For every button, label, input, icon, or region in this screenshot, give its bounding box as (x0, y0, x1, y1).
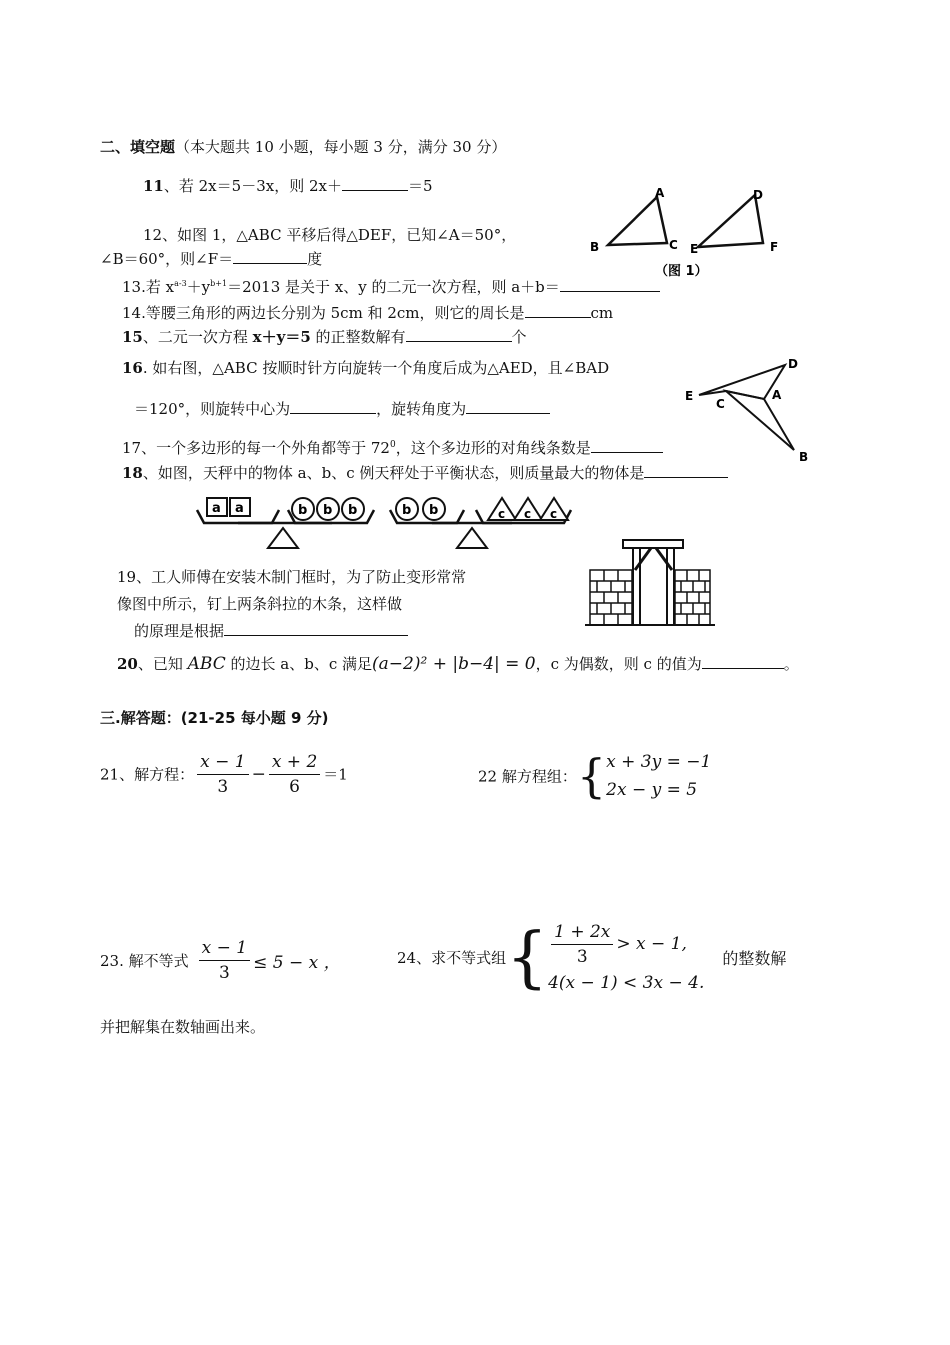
balance-scale-1 (197, 498, 374, 548)
q13-answer-blank[interactable] (560, 277, 660, 292)
q16-number: 16 (122, 359, 143, 377)
weight-c-2-label: c (524, 507, 532, 521)
q16-center-blank[interactable] (290, 399, 376, 414)
q18-text: 、如图，天秤中的物体 a、b、c 例天秤处于平衡状态，则质量最大的物体是 (142, 464, 645, 482)
q24-brace: { (506, 918, 549, 996)
question-12-line1 (143, 224, 516, 245)
q17-answer-blank[interactable] (591, 438, 663, 453)
q19-answer-blank[interactable] (224, 621, 408, 636)
label-C: C (669, 238, 678, 252)
q18-answer-blank[interactable] (644, 463, 728, 478)
q20-answer-blank[interactable] (702, 654, 784, 669)
section-2-title: 二、填空题 (100, 138, 176, 156)
q16-text: . 如右图，△ABC 按顺时针方向旋转一个角度后成为△AED，且∠BAD (142, 359, 610, 377)
q24-system (548, 922, 704, 993)
label-C: C (716, 397, 725, 411)
q12-text-2: ∠B＝60°，则∠F＝ (100, 250, 234, 268)
brick-wall-left (590, 570, 632, 625)
question-18 (122, 462, 728, 483)
q20-end: 。 (783, 655, 799, 673)
q21-fraction-1: $\frac{x - 1}{3}$ (197, 752, 248, 797)
q20-number: 20 (117, 655, 138, 673)
brick-wall-right (675, 570, 710, 625)
q24-ineq2: 4(x − 1) < 3x − 4. (548, 973, 705, 993)
q19-text-2: 像图中所示，钉上两条斜拉的木条，这样做 (117, 595, 403, 613)
q23-fraction: $\frac{x - 1}{3}$ (199, 938, 250, 983)
question-19-line1 (117, 566, 466, 587)
q13-exp2: b+1 (210, 279, 228, 288)
q24-label: 24、求不等式组 (397, 949, 507, 967)
q12-unit: 度 (307, 250, 323, 268)
label-B: B (590, 240, 600, 254)
figure-1-triangles (585, 183, 790, 283)
q16-text-2: ＝120°，则旋转中心为 (134, 400, 291, 418)
q14-text: 14.等腰三角形的两边长分别为 5cm 和 2cm，则它的周长是 (122, 304, 525, 322)
q15-number: 15 (122, 328, 143, 346)
q19-text: 19、工人师傅在安装木制门框时，为了防止变形常常 (117, 568, 467, 586)
q16-angle-blank[interactable] (466, 399, 550, 414)
q23-rhs: ≤ 5 − x ， (253, 953, 341, 973)
q21-fraction-2: $\frac{x + 2}{6}$ (269, 752, 320, 797)
q17-text: 17、一个多边形的每一个外角都等于 72 (122, 439, 390, 457)
q11-number: 11 (143, 177, 164, 195)
label-A: A (772, 388, 782, 402)
balance-scale-2 (390, 498, 571, 548)
q11-text-end: ＝5 (407, 177, 433, 195)
q14-answer-blank[interactable] (525, 303, 591, 318)
question-13 (122, 276, 660, 297)
q22-eq1: x + 3y = −1 (606, 752, 712, 772)
q15-equation: x＋y＝5 (252, 328, 311, 346)
question-16-line1 (122, 357, 609, 378)
q14-unit: cm (590, 304, 614, 322)
label-B: B (799, 450, 809, 464)
question-15 (122, 326, 527, 347)
q20-text: 、已知 (137, 655, 188, 673)
weight-c-1-label: c (498, 507, 506, 521)
section-2-header (100, 136, 506, 157)
balance-scales-figure (192, 490, 577, 555)
q22-brace: { (576, 749, 607, 803)
wooden-door-frame (623, 540, 683, 625)
q11-answer-blank[interactable] (342, 176, 408, 191)
question-21 (100, 752, 348, 797)
triangle-abc-rotated (726, 391, 794, 450)
q16-text-3: ，旋转角度为 (376, 400, 467, 418)
section-2-note: （本大题共 10 小题，每小题 3 分，满分 30 分） (175, 138, 507, 156)
q24-suffix: 的整数解 (722, 949, 787, 968)
q23-label: 23. 解不等式 (100, 952, 189, 970)
q12-answer-blank[interactable] (233, 249, 307, 264)
label-E: E (690, 242, 699, 256)
weight-c-3-label: c (550, 507, 558, 521)
weight-b-4-label: b (402, 503, 412, 518)
question-24 (397, 918, 787, 996)
weight-b-2-label: b (323, 503, 333, 518)
q17-text-b: ，这个多边形的对角线条数是 (395, 439, 591, 457)
door-frame-figure (585, 535, 715, 635)
q15-text: 、二元一次方程 (142, 328, 253, 346)
figure-16-rotation (682, 352, 817, 467)
q15-text-b: 的正整数解有 (310, 328, 406, 346)
question-19-line2 (117, 593, 402, 614)
triangle-abc (608, 197, 667, 245)
question-23 (100, 938, 341, 983)
figure-1-caption: （图 1） (655, 264, 708, 279)
question-11 (143, 175, 433, 196)
q13-text: 13.若 x (122, 278, 175, 296)
q13-text-b: ＋y (186, 278, 211, 296)
question-16-line2 (134, 398, 550, 419)
q13-text-c: ＝2013 是关于 x、y 的二元一次方程，则 a＋b＝ (227, 278, 560, 296)
weight-b-5-label: b (429, 503, 439, 518)
q21-rhs: ＝1 (323, 765, 348, 784)
q19-text-3: 的原理是根据 (134, 622, 225, 640)
weight-a-1-label: a (212, 501, 221, 516)
label-E: E (685, 389, 694, 403)
weight-a-2-label: a (235, 501, 244, 516)
label-D: D (788, 357, 798, 371)
q18-number: 18 (122, 464, 143, 482)
label-D: D (753, 188, 763, 202)
q21-minus: − (251, 764, 266, 785)
q11-text: 、若 2x＝5－3x，则 2x＋ (163, 177, 342, 195)
q24-ineq1-rhs: > x − 1, (616, 934, 687, 954)
q20-formula: (a−2)² + |b−4| = 0 (372, 654, 536, 674)
q24-fraction: $\frac{1 + 2x}{3}$ (551, 922, 613, 967)
q22-system (606, 748, 711, 804)
question-14 (122, 302, 613, 323)
question-12-line2 (100, 248, 322, 269)
label-F: F (770, 240, 779, 254)
q22-eq2: 2x − y = 5 (606, 780, 698, 800)
q20-triangle-name: ABC (187, 654, 226, 674)
question-20 (117, 653, 799, 674)
weight-b-3-label: b (348, 503, 358, 518)
q21-label: 21、解方程： (100, 765, 195, 784)
label-A: A (655, 186, 665, 200)
q20-text-b: 的边长 a、b、c 满足 (225, 655, 373, 673)
q20-text-c: ，c 为偶数，则 c 的值为 (535, 655, 702, 673)
weight-b-1-label: b (298, 503, 308, 518)
question-17 (122, 437, 663, 458)
question-19-line3 (134, 620, 408, 641)
section-3-title: 三.解答题：(21-25 每小题 9 分) (100, 709, 329, 727)
q17-degree-sup: 0 (389, 440, 396, 450)
q12-text: 12、如图 1，△ABC 平移后得△DEF，已知∠A＝50°， (143, 226, 517, 244)
question-22 (478, 748, 711, 804)
q22-label: 22 解方程组： (478, 767, 577, 786)
q15-unit: 个 (511, 328, 527, 346)
triangle-def (698, 195, 763, 247)
q15-answer-blank[interactable] (406, 327, 512, 342)
q13-exp1: a-3 (174, 279, 187, 288)
q24-instruction: 并把解集在数轴画出来。 (100, 1018, 266, 1036)
